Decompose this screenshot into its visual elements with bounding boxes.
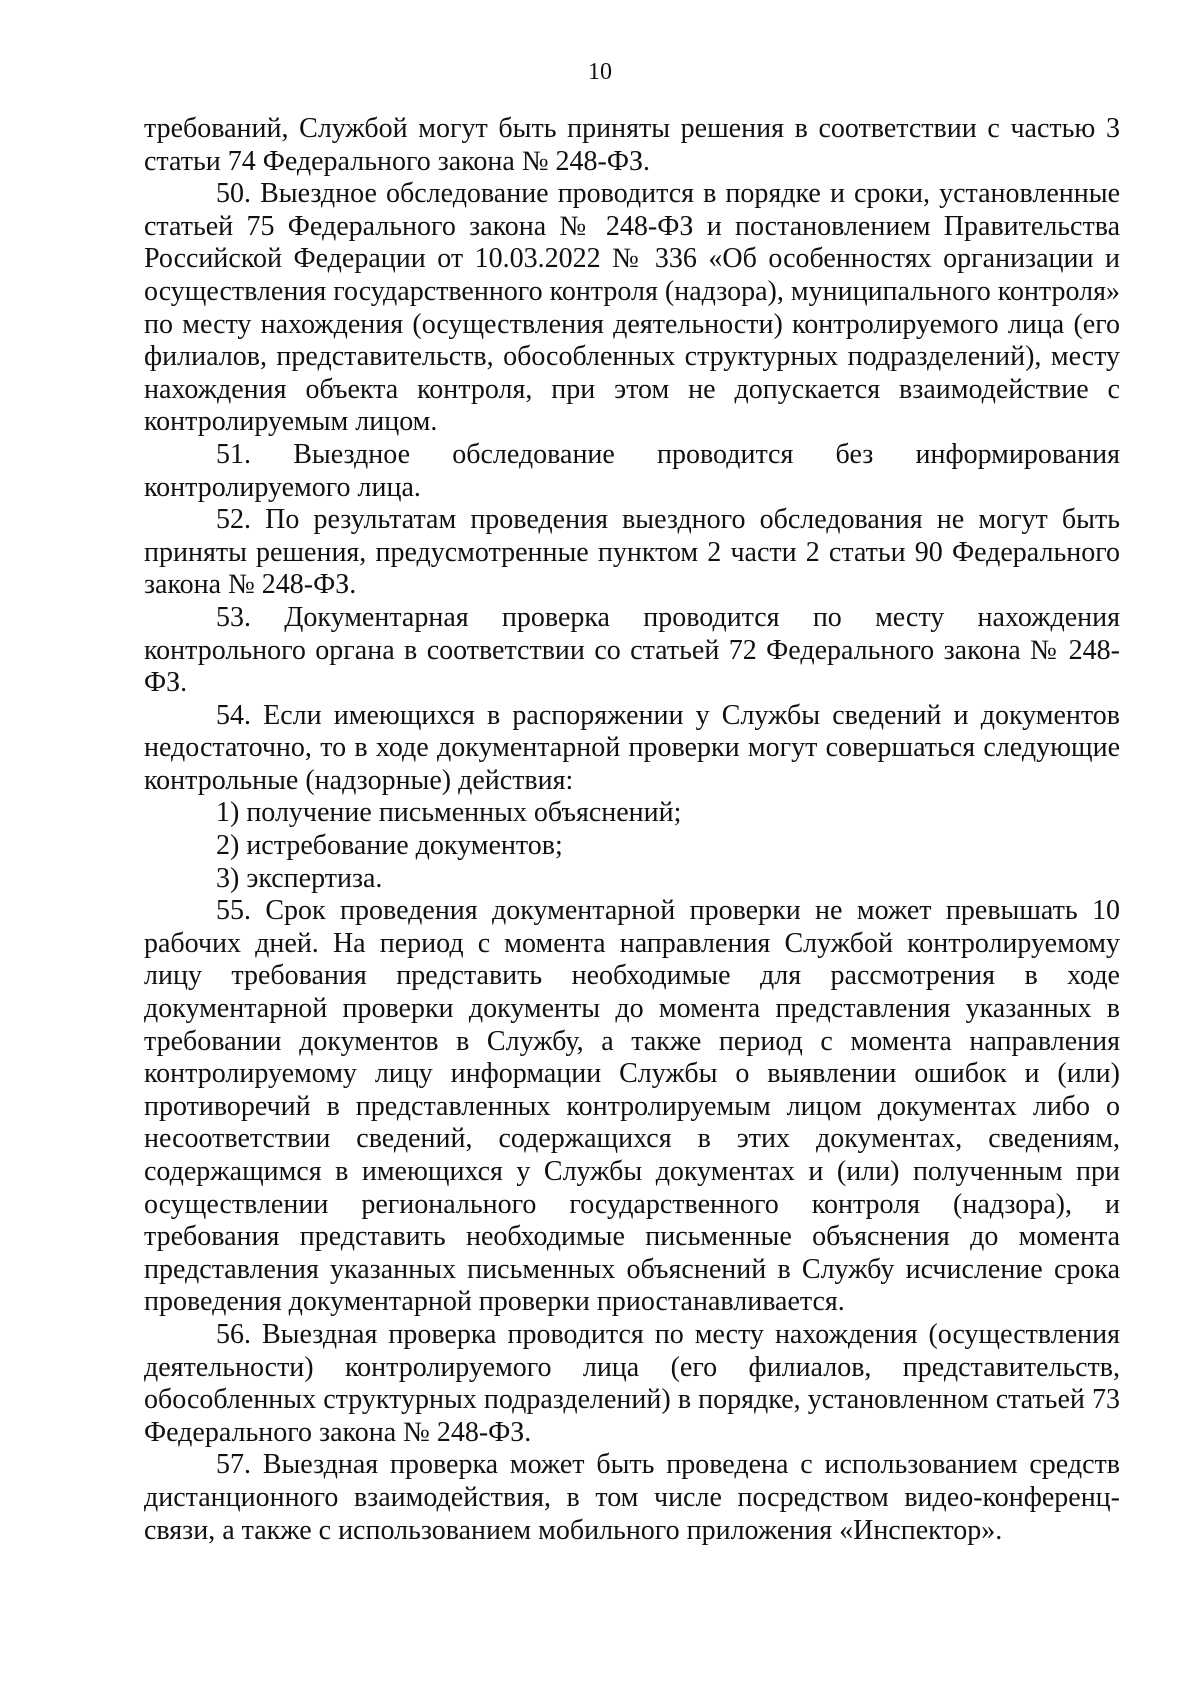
paragraph-50: 50. Выездное обследование проводится в порядке и сроки, установленные статьей 75 Федерального закона № 248-ФЗ и постановлением Правительства Российской Федерации от 10.03.2022 № 336 «Об особенностях организации и осуществления государственного контроля (надзора), муниципального контроля» по месту нахождения (осуществления деятельности) контролируемого лица (его филиалов, представительств, обособленных структурных подразделений), месту нахождения объекта контроля, при этом не допускается взаимодействие с контролируемым лицом. — [144, 178, 1120, 438]
list-item-2: 2) истребование документов; — [216, 830, 563, 862]
list-item-3: 3) экспертиза. — [216, 862, 383, 894]
list-item-1: 1) получение письменных объяснений; — [216, 797, 682, 829]
document-body — [144, 113, 1120, 1547]
paragraph-56: 56. Выездная проверка проводится по месту нахождения (осуществления деятельности) контролируемого лица (его филиалов, представительств, обособленных структурных подразделений) в порядке, установленном статьей 73 Федерального закона № 248-ФЗ. — [144, 1318, 1120, 1448]
paragraph-57: 57. Выездная проверка может быть проведена с использованием средств дистанционного взаимодействия, в том числе посредством видео-конференц-связи, а также с использованием мобильного приложения «Инспектор». — [144, 1449, 1120, 1546]
page-number: 10 — [588, 59, 612, 85]
paragraph-52: 52. По результатам проведения выездного обследования не могут быть приняты решения, предусмотренные пунктом 2 части 2 статьи 90 Федерального закона № 248-ФЗ. — [144, 504, 1120, 601]
paragraph-54: 54. Если имеющихся в распоряжении у Службы сведений и документов недостаточно, то в ходе документарной проверки могут совершаться следующие контрольные (надзорные) действия: — [144, 699, 1120, 796]
paragraph-51: 51. Выездное обследование проводится без информирования контролируемого лица. — [144, 438, 1120, 503]
paragraph-55: 55. Срок проведения документарной проверки не может превышать 10 рабочих дней. На период с момента направления Службой контролируемому лицу требования представить необходимые для рассмотрения в ходе документарной проверки документы до момента представления указанных в требовании документов в Службу, а также период с момента направления контролируемому лицу информации Службы о выявлении ошибок и (или) противоречий в представленных контролируемым лицом документах либо о несоответствии сведений, содержащихся в этих документах, сведениям, содержащимся в имеющихся у Службы документах и (или) полученным при осуществлении регионального государственного контроля (надзора), и требования представить необходимые письменные объяснения до момента представления указанных письменных объяснений в Службу исчисление срока проведения документарной проверки приостанавливается. — [144, 895, 1120, 1318]
paragraph-continuation: требований, Службой могут быть приняты решения в соответствии с частью 3 статьи 74 Федерального закона № 248-ФЗ. — [144, 113, 1120, 177]
paragraph-53: 53. Документарная проверка проводится по месту нахождения контрольного органа в соответствии со статьей 72 Федерального закона № 248-ФЗ. — [144, 601, 1120, 699]
